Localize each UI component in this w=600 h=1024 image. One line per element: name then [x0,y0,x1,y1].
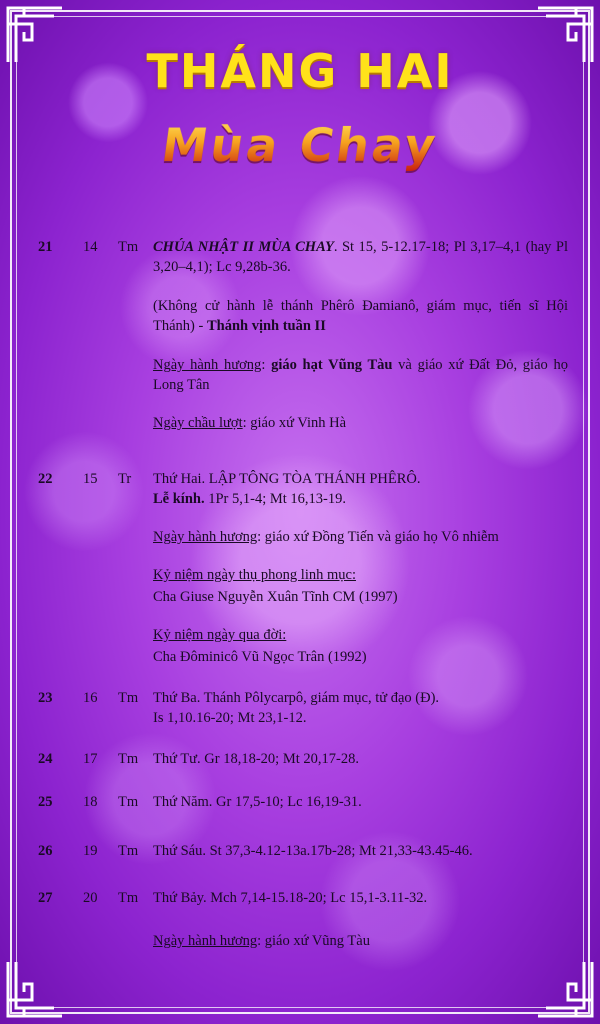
calendar-entry-23 [38,688,568,728]
pilgrimage-parishes: và giáo xứ Đất Đỏ, giáo họ Long Tân [153,357,568,393]
readings-text: 1Pr 5,1-4; Mt 16,13-19. [204,491,346,507]
lunar-day: 19 [83,843,98,859]
liturgical-color: Tm [118,239,139,255]
pilgrimage-line [153,931,568,951]
pilgrimage-parishes: : giáo xứ Đồng Tiến và giáo họ Vô nhiễm [257,529,499,545]
liturgical-color: Tm [118,843,139,859]
readings-text: Is 1,10.16-20; Mt 23,1-12. [153,710,307,726]
season-subtitle: Mùa Chay [0,118,600,172]
death-label-text: Kỷ niệm ngày qua đời: [153,627,287,643]
readings-text: Thứ Bảy. Mch 7,14-15.18-20; Lc 15,1-3.11-32. [153,890,428,906]
pilgrimage-label: Ngày hành hương [153,357,262,373]
calendar-entry-27 [38,888,568,951]
adoration-parish: : giáo xứ Vinh Hà [242,415,347,431]
readings-text: Thứ Tư. Gr 18,18-20; Mt 20,17-28. [153,751,359,767]
entry-note [153,296,568,336]
ordination-label-text: Kỷ niệm ngày thụ phong linh mục: [153,567,356,583]
pilgrimage-label: Ngày hành hương [153,933,258,949]
adoration-label: Ngày chầu lượt [153,415,243,431]
feast-rank: Lễ kính. [153,491,205,507]
calendar-entry-25 [38,792,568,812]
calendar-list [38,237,568,951]
corner-ornament-bottom-left [4,958,66,1020]
day-number: 26 [38,843,53,859]
celebration-name: Thứ Ba. Thánh Pôlycarpô, giám mục, tử đạo (Đ). [153,690,440,706]
pilgrimage-sep: : [261,357,272,373]
corner-ornament-bottom-right [534,958,596,1020]
liturgical-color: Tm [118,751,139,767]
readings-text: Thứ Năm. Gr 17,5-10; Lc 16,19-31. [153,794,362,810]
lunar-day: 15 [83,471,98,487]
lunar-day: 20 [83,890,98,906]
calendar-entry-26 [38,841,568,861]
lunar-day: 16 [83,690,98,706]
ordination-anniversary-name: Cha Giuse Nguyễn Xuân Tĩnh CM (1997) [153,589,398,605]
day-number: 21 [38,239,53,255]
feast-readings [153,489,568,509]
calendar-entry-24 [38,749,568,769]
celebration-name: CHÚA NHẬT II MÙA CHAY [153,239,334,255]
death-anniversary-label [153,625,568,645]
liturgical-color: Tm [118,794,139,810]
death-anniversary-name: Cha Đôminicô Vũ Ngọc Trân (1992) [153,649,367,665]
calendar-entry-21 [38,237,568,433]
lunar-day: 14 [83,239,98,255]
psalter-week: Thánh vịnh tuần II [206,318,326,334]
adoration-line [153,413,568,433]
liturgical-color: Tr [118,471,132,487]
day-number: 27 [38,890,53,906]
pilgrimage-deanery: giáo hạt Vũng Tàu [271,357,393,373]
day-number: 25 [38,794,53,810]
pilgrimage-label: Ngày hành hương [153,529,258,545]
day-number: 23 [38,690,53,706]
readings-text: Thứ Sáu. St 37,3-4.12-13a.17b-28; Mt 21,33-43.45-46. [153,843,473,859]
note-text: (Không cử hành lễ thánh Phêrô Đamianô, giám mục, tiến sĩ Hội Thánh) - [153,298,568,334]
entry-readings [153,237,568,277]
lunar-day: 18 [83,794,98,810]
pilgrimage-line [153,355,568,395]
pilgrimage-parishes: : giáo xứ Vũng Tàu [257,933,370,949]
lunar-day: 17 [83,751,98,767]
day-number: 24 [38,751,53,767]
day-number: 22 [38,471,53,487]
calendar-entry-22 [38,469,568,667]
liturgical-color: Tm [118,690,139,706]
ordination-anniversary-label [153,565,568,585]
celebration-name: Thứ Hai. LẬP TÔNG TÒA THÁNH PHÊRÔ. [153,471,421,487]
readings-text: . St 15, 5-12.17-18; Pl 3,17–4,1 (hay Pl 3,20–4,1); Lc 9,28b-36. [153,239,568,275]
pilgrimage-line [153,527,568,547]
page-title: THÁNG HAI [146,44,454,98]
liturgical-color: Tm [118,890,139,906]
